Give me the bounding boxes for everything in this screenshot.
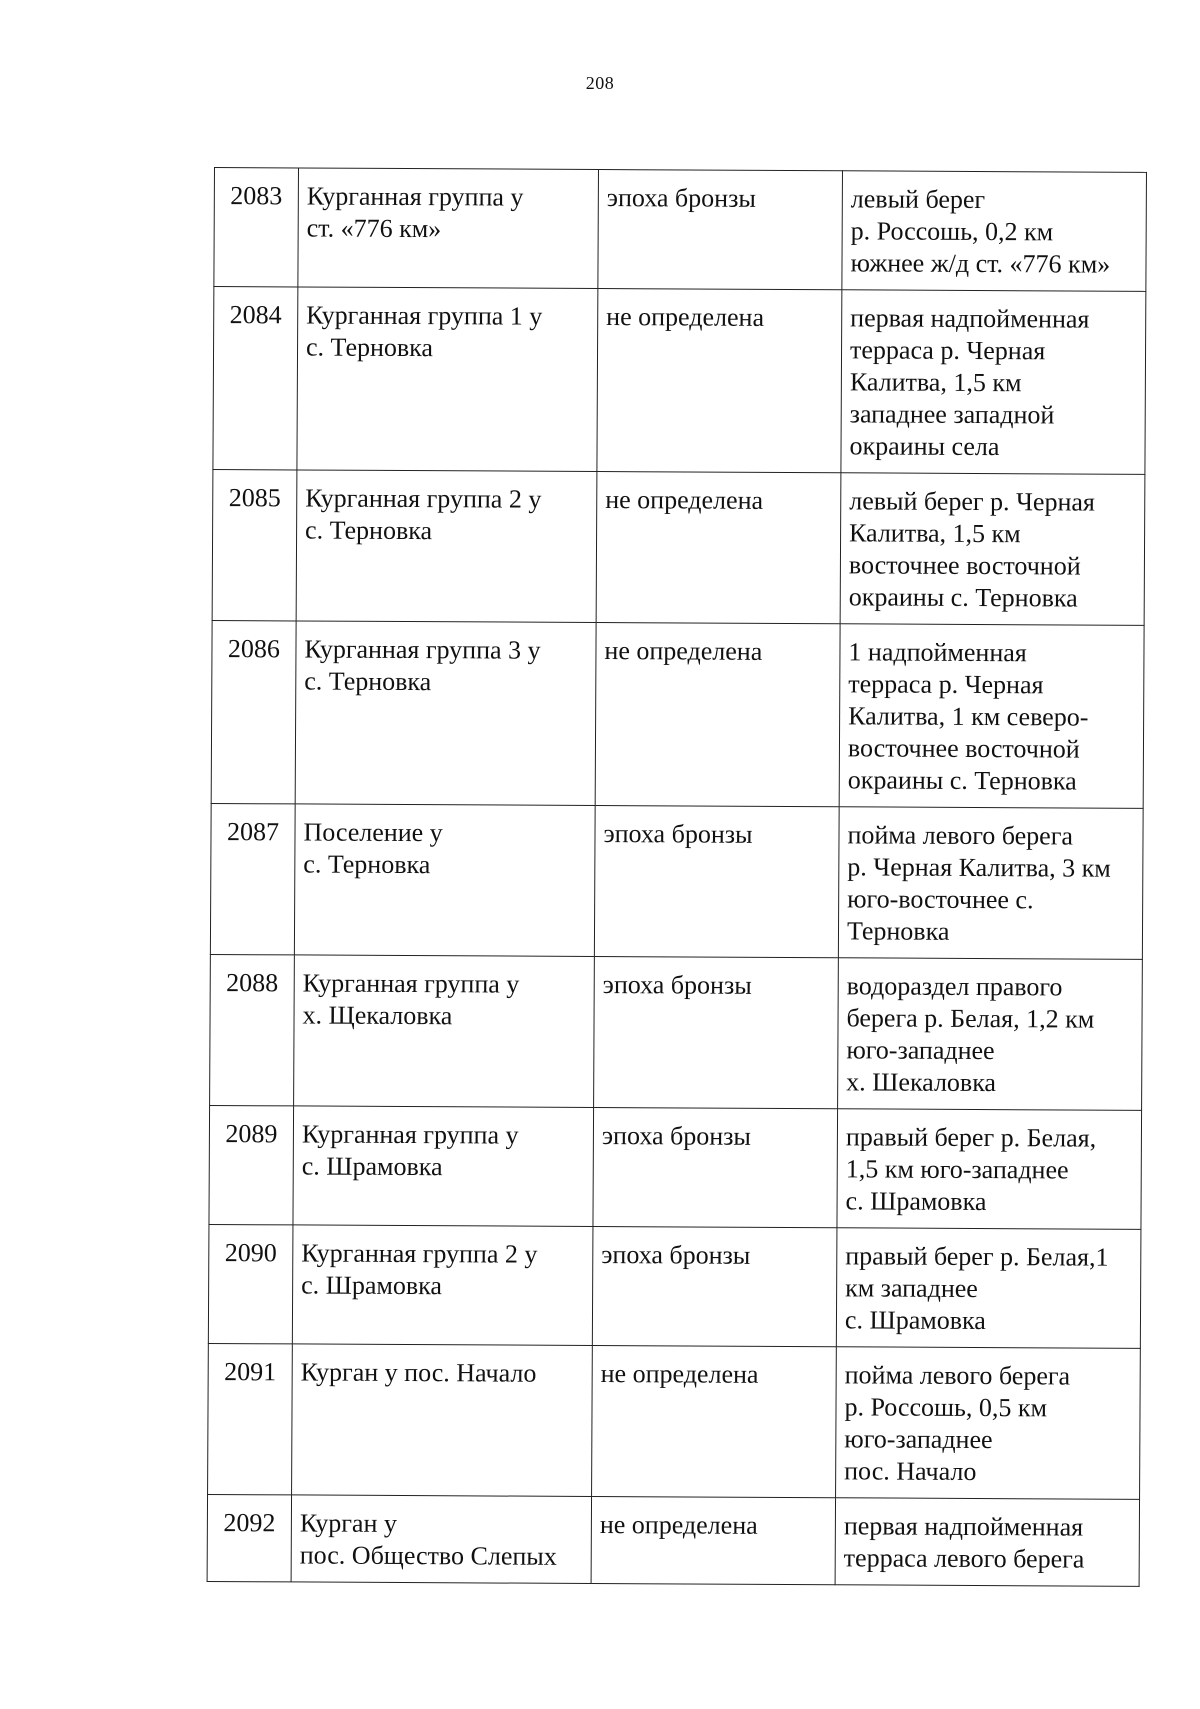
table-row <box>212 469 1145 625</box>
site-epoch: не определена <box>591 1496 835 1584</box>
site-location: правый берег р. Белая, 1,5 км юго-западнее с. Шрамовка <box>837 1109 1142 1230</box>
site-name: Курган у пос. Начало <box>292 1344 593 1497</box>
table-row <box>210 954 1143 1110</box>
site-location: правый берег р. Белая,1 км западнее с. Шрамовка <box>836 1228 1141 1349</box>
site-number: 2092 <box>207 1494 291 1581</box>
site-location: первая надпойменная терраса р. Черная Калитва, 1,5 км западнее западной окраины села <box>841 290 1146 475</box>
site-number: 2091 <box>208 1343 293 1494</box>
table-row <box>211 620 1144 808</box>
site-epoch: не определена <box>592 1345 837 1497</box>
site-epoch: эпоха бронзы <box>592 1226 837 1346</box>
site-name: Курганная группа у ст. «776 км» <box>298 168 599 289</box>
site-number: 2090 <box>208 1224 293 1343</box>
site-number: 2088 <box>210 954 295 1105</box>
site-epoch: эпоха бронзы <box>594 957 839 1109</box>
site-epoch: эпоха бронзы <box>598 170 843 290</box>
site-name: Курганная группа 2 у с. Шрамовка <box>292 1225 593 1346</box>
table-row <box>210 803 1143 959</box>
site-location: первая надпойменная терраса левого берега <box>835 1498 1139 1587</box>
site-name: Поселение у с. Терновка <box>294 804 595 957</box>
site-number: 2087 <box>210 803 295 954</box>
site-epoch: не определена <box>595 623 840 807</box>
site-name: Курганная группа 2 у с. Терновка <box>296 470 597 623</box>
page-number: 208 <box>585 73 615 93</box>
table-row <box>208 1224 1141 1348</box>
site-name: Курганная группа 3 у с. Терновка <box>295 621 596 806</box>
table-row <box>208 1343 1141 1499</box>
site-name: Курганная группа у х. Щекаловка <box>294 955 595 1108</box>
site-epoch: эпоха бронзы <box>594 806 839 958</box>
site-location: левый берег р. Черная Калитва, 1,5 км восточнее восточной окраины с. Терновка <box>840 473 1145 626</box>
site-location: водораздел правого берега р. Белая, 1,2 км юго-западнее х. Шекаловка <box>838 958 1143 1111</box>
site-epoch: не определена <box>597 289 842 473</box>
site-location: 1 надпойменная терраса р. Черная Калитва, 1 км северо- восточнее восточной окраины с. Терновка <box>839 624 1144 809</box>
table-row <box>213 287 1146 475</box>
site-location: пойма левого берега р. Россошь, 0,5 км юго-западнее пос. Начало <box>836 1347 1141 1500</box>
site-location: пойма левого берега р. Черная Калитва, 3 км юго-восточнее с. Терновка <box>838 807 1143 960</box>
site-number: 2086 <box>211 620 296 803</box>
site-number: 2089 <box>209 1105 294 1224</box>
site-number: 2084 <box>213 287 298 470</box>
site-location: левый берег р. Россошь, 0,2 км южнее ж/д ст. «776 км» <box>842 171 1147 292</box>
site-epoch: эпоха бронзы <box>593 1108 838 1228</box>
site-number: 2085 <box>212 469 297 620</box>
site-number: 2083 <box>214 168 299 287</box>
table-row <box>214 168 1147 292</box>
site-name: Курган у пос. Общество Слепых <box>291 1495 591 1584</box>
heritage-sites-table <box>207 167 1147 1587</box>
table-row <box>207 1494 1139 1586</box>
site-epoch: не определена <box>596 472 841 624</box>
site-name: Курганная группа 1 у с. Терновка <box>297 287 598 472</box>
site-name: Курганная группа у с. Шрамовка <box>293 1106 594 1227</box>
table-row <box>209 1105 1142 1229</box>
